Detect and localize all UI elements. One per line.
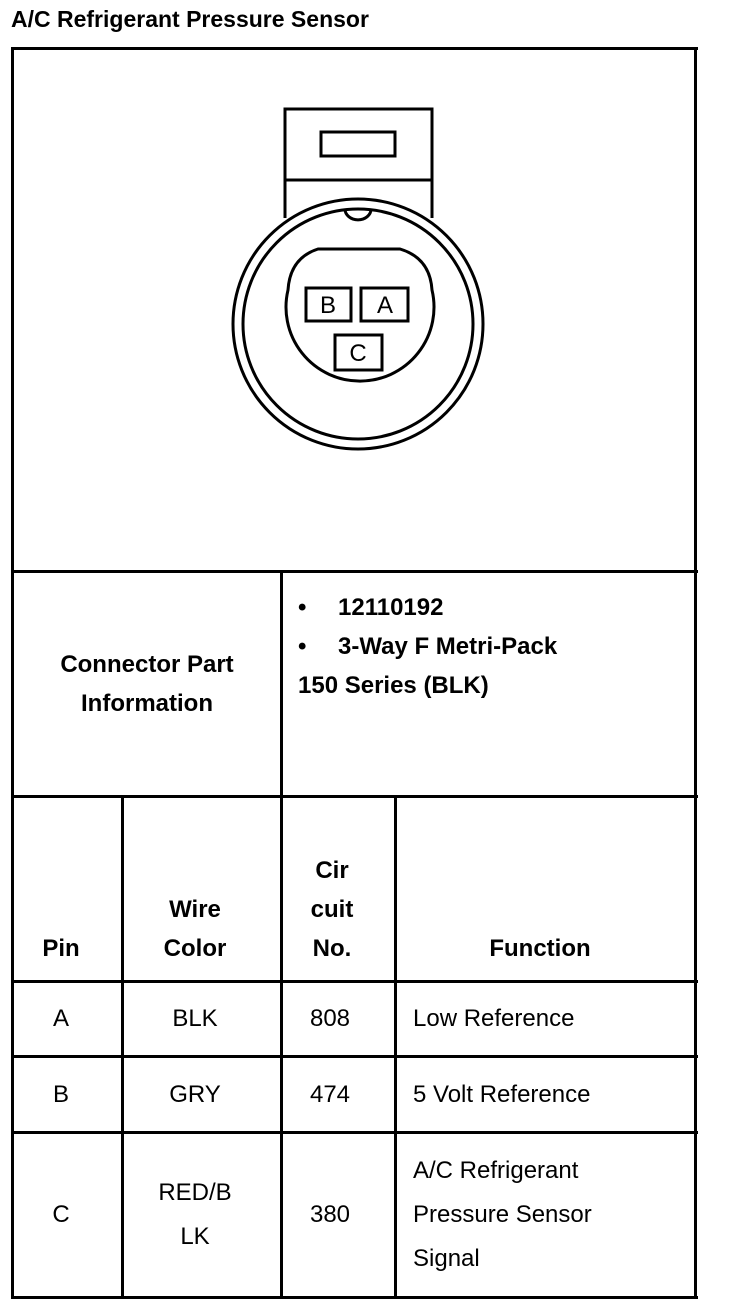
header-function-label: Function bbox=[489, 935, 591, 962]
connector-part-label-line2: Information bbox=[81, 690, 213, 717]
header-circuit-line1: Cir bbox=[315, 857, 349, 884]
header-circuit-line3: No. bbox=[312, 935, 352, 962]
pin-a-label: A bbox=[376, 292, 394, 319]
header-wire-color-line1: Wire bbox=[169, 896, 221, 923]
wire-color-line1: RED/B bbox=[158, 1179, 232, 1206]
connector-part-label-line1: Connector Part bbox=[60, 651, 234, 678]
connector-face-diagram bbox=[0, 0, 736, 570]
header-circuit-line2: cuit bbox=[310, 896, 354, 923]
function-cell: 5 Volt Reference bbox=[413, 1080, 591, 1108]
pin-b-label: B bbox=[319, 292, 337, 319]
part-number-item bbox=[298, 588, 557, 627]
part-description-line2: 150 Series (BLK) bbox=[298, 672, 489, 699]
connector-inner-ring bbox=[243, 209, 473, 439]
circuit-cell: 474 bbox=[309, 1080, 351, 1108]
header-wire-color-line2: Color bbox=[163, 935, 227, 962]
function-line3: Signal bbox=[413, 1245, 480, 1272]
border-bottom bbox=[11, 1296, 698, 1299]
wire-color-line2: LK bbox=[180, 1223, 210, 1250]
function-line1: A/C Refrigerant bbox=[413, 1157, 579, 1184]
function-cell: Low Reference bbox=[413, 1005, 575, 1032]
pin-cell: B bbox=[52, 1080, 69, 1108]
pin-c-label: C bbox=[349, 340, 367, 367]
bullet-icon: • bbox=[298, 633, 307, 660]
connector-outer-ring bbox=[233, 199, 483, 449]
wire-color-cell: GRY bbox=[169, 1080, 221, 1108]
part-description-item bbox=[298, 627, 557, 666]
header-pin-label: Pin bbox=[42, 935, 80, 962]
connector-part-label bbox=[14, 573, 280, 795]
header-function bbox=[397, 798, 683, 968]
circuit-cell: 808 bbox=[309, 1005, 351, 1032]
circuit-cell: 380 bbox=[309, 1201, 351, 1228]
header-wire-color bbox=[124, 798, 266, 968]
function-cell bbox=[397, 1134, 694, 1296]
part-description-line1: 3-Way F Metri-Pack bbox=[338, 633, 558, 660]
header-circuit bbox=[283, 798, 381, 968]
part-number: 12110192 bbox=[338, 594, 444, 621]
wire-color-cell bbox=[124, 1134, 266, 1296]
function-line2: Pressure Sensor bbox=[413, 1201, 592, 1228]
divider-part-info bbox=[280, 570, 283, 798]
wire-color-cell: BLK bbox=[172, 1005, 218, 1032]
header-pin bbox=[14, 798, 108, 968]
page-title: A/C Refrigerant Pressure Sensor bbox=[11, 6, 369, 32]
connector-part-details bbox=[298, 588, 557, 705]
bullet-icon: • bbox=[298, 594, 307, 621]
connector-latch-slot bbox=[321, 132, 395, 156]
connector-latch-tab bbox=[285, 109, 432, 218]
pin-cell: C bbox=[52, 1201, 70, 1228]
pin-cell: A bbox=[52, 1005, 69, 1032]
